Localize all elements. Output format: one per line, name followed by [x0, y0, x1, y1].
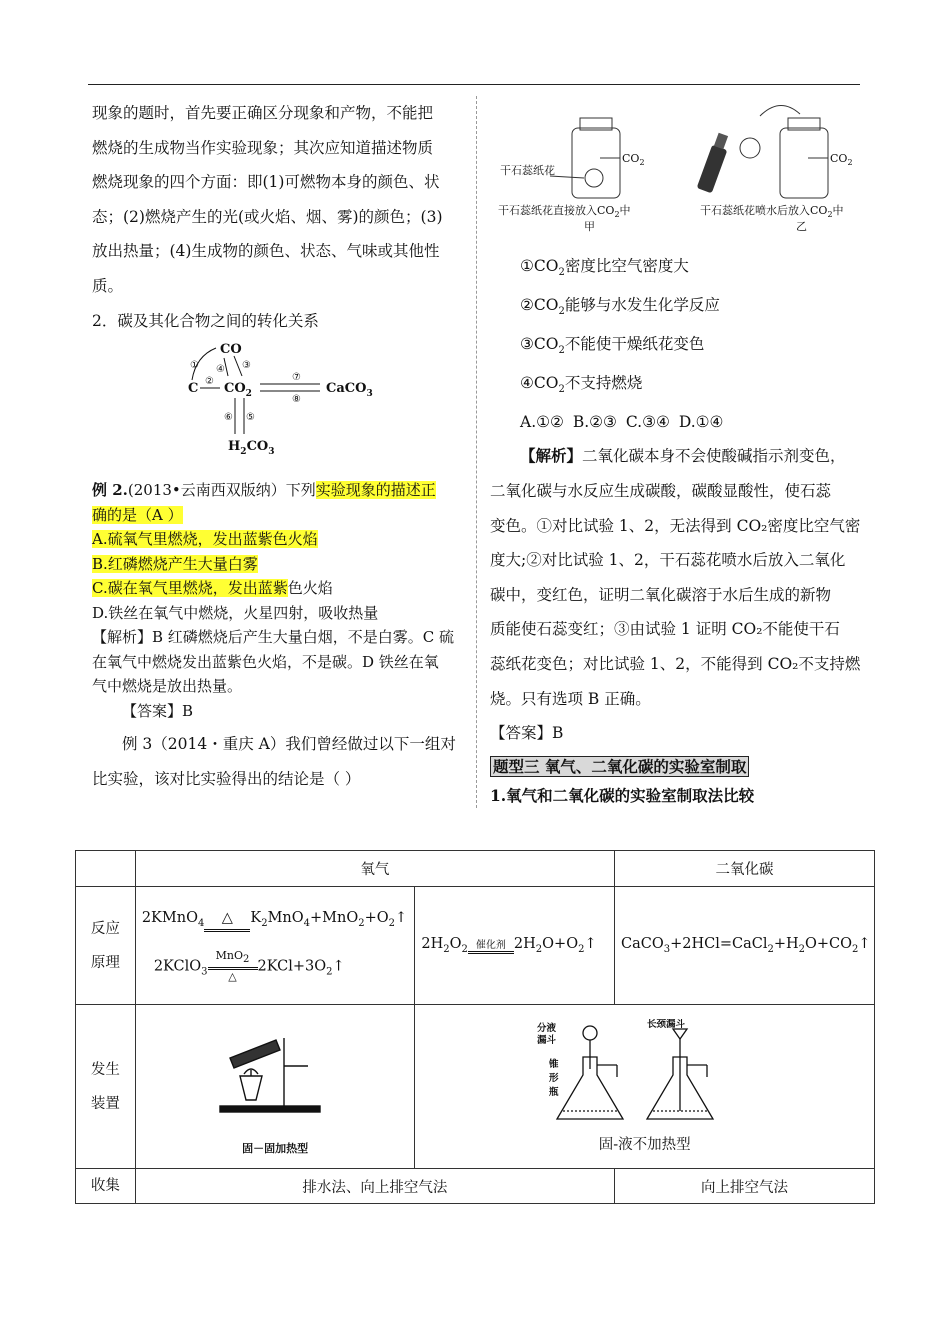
diagram-h2co3: $H_2CO_3$	[228, 439, 275, 458]
intro-line: 现象的题时，首先要正确区分现象和产物，不能把	[92, 104, 434, 122]
label-6: ⑥	[224, 412, 233, 424]
fig-mark-b: 乙	[796, 220, 807, 233]
analysis-line: 气中燃烧是放出热量。	[92, 677, 243, 696]
fig-mark-a: 甲	[584, 220, 595, 233]
answer: 【答案】B	[122, 701, 194, 720]
arrow-co-to-co2	[234, 356, 242, 376]
oxygen-solid-equations	[135, 887, 415, 1005]
intro-line: 态；(2)燃烧产生的光(或火焰、烟、雾)的颜色；(3)	[92, 207, 443, 226]
option-c-highlight: C.碳在氧气里燃烧，发出蓝紫	[92, 579, 288, 598]
tag-changjing: 长颈漏斗	[646, 1019, 685, 1030]
option-c-rest: 色火焰	[287, 579, 333, 598]
liquid-apparatus-caption: 固-液不加热型	[598, 1137, 691, 1153]
option-d: D.铁丝在氧气中燃烧，火星四射，吸收热量	[92, 603, 379, 622]
header-rule	[88, 84, 860, 85]
label-1: ①	[190, 360, 199, 372]
ex3-line: 比实验，该对比实验得出的结论是（ ）	[92, 769, 361, 788]
label-8: ⑧	[292, 394, 301, 406]
analysis-line: 在氧气中燃烧发出蓝紫色火焰，不是碳。D 铁丝在氧	[92, 652, 439, 671]
option-a: A.硫氧气里燃烧，发出蓝紫色火焰	[92, 530, 318, 549]
diagram-caco3: CaCO$_3$	[326, 381, 373, 400]
jar-b	[780, 128, 828, 198]
equation-kmno4: 2KMnO$_4$ △ $K_2MnO_4+MnO_2+O_2↑$	[142, 907, 415, 935]
tag-loudou: 漏斗	[536, 1035, 556, 1046]
label-5: ⑤	[246, 412, 255, 424]
row-label-principle: 反应 原理	[76, 887, 136, 1005]
right-answer: 【答案】B	[490, 724, 564, 743]
solid-heating-apparatus-icon	[210, 1018, 340, 1136]
analysis-line: 度大;②对比试验 1、2，干石蕊花喷水后放入二氧化	[490, 551, 846, 570]
ex2-label: 例 2.	[92, 481, 128, 500]
analysis-line: 烧。只有选项 B 正确。	[490, 689, 651, 708]
diagram-co2: $CO_2$	[224, 381, 252, 400]
comparison-table	[75, 850, 875, 1204]
right-column	[490, 96, 862, 811]
option-b: B.红磷燃烧产生大量白雾	[92, 554, 258, 573]
row-label-apparatus: 发生 装置	[76, 1005, 136, 1169]
paper-flower-b	[740, 138, 760, 158]
intro-line: 放出热量；(4)生成物的颜色、状态、气味或其他性	[92, 242, 440, 261]
tag-ping: 瓶	[548, 1087, 559, 1098]
left-column	[92, 96, 464, 796]
diagram-c: C	[188, 381, 199, 397]
analysis-line: 变色。①对比试验 1、2，无法得到 CO₂密度比空气密	[490, 516, 861, 535]
table-row	[76, 1005, 875, 1169]
label-7: ⑦	[292, 372, 301, 384]
conclusion-item: $④CO_2$不支持燃烧	[520, 374, 643, 396]
intro-line: 燃烧的生成物当作实验现象；其次应知道描述物质	[92, 138, 434, 157]
analysis-line: 二氧化碳与水反应生成碳酸，碳酸显酸性，使石蕊	[490, 481, 832, 500]
answer-options: A.①② B.②③ C.③④ D.①④	[520, 413, 724, 432]
collect-co2: 向上排空气法	[614, 1169, 874, 1204]
example-2	[92, 478, 464, 723]
label-3: ③	[242, 360, 251, 372]
curved-arrow	[760, 105, 800, 116]
conclusion-list	[490, 250, 862, 439]
table-row	[76, 1169, 875, 1204]
analysis-line: 【解析】B 红磷燃烧后产生大量白烟，不是白雾。C 硫	[92, 628, 455, 647]
spray-bottle-icon	[697, 133, 728, 194]
table-row	[76, 887, 875, 1005]
co2-equation: $CaCO_3+2HCl=CaCl_2+H_2O+CO_2↑$	[614, 887, 874, 1005]
intro-paragraph	[92, 96, 464, 304]
tag-xing: 形	[548, 1073, 559, 1084]
fig-co2-a: $CO_2$	[622, 152, 645, 167]
equation-kclo3: 2KClO$_3$ MnO$_2$ △ $2KCl+3O_2↑$	[153, 948, 345, 984]
jar-a	[572, 128, 620, 198]
liquid-apparatus	[415, 1005, 875, 1169]
analysis-head: 【解析】	[520, 446, 583, 466]
collect-oxygen: 排水法、向上排空气法	[135, 1169, 614, 1204]
ex2-highlight-2: 确的是（A ）	[92, 505, 183, 524]
fig-caption-b: 干石蕊纸花喷水后放入$CO_2$中	[700, 204, 844, 219]
column-divider	[476, 96, 477, 808]
intro-line: 燃烧现象的四个方面：即(1)可燃物本身的颜色、状	[92, 173, 440, 192]
ex2-highlight-1: 实验现象的描述正	[315, 481, 436, 500]
right-analysis	[490, 439, 862, 750]
example-3	[92, 727, 464, 796]
conclusion-item: $②CO_2$能够与水发生化学反应	[520, 296, 720, 318]
fig-label-paper: 干石蕊纸花	[500, 164, 555, 177]
analysis-line: 碳中，变红色，证明二氧化碳溶于水后生成的新物	[490, 585, 832, 604]
tag-fenye: 分液	[536, 1023, 556, 1034]
liquid-apparatus-icon	[535, 1019, 755, 1129]
analysis-line: 质能使石蕊变红；③由试验 1 证明 CO₂不能使干石	[490, 620, 840, 639]
solid-heating-apparatus	[135, 1005, 415, 1169]
diagram-co: CO	[220, 342, 242, 358]
label-2: ②	[205, 376, 214, 388]
conclusion-item: $①CO_2$密度比空气密度大	[520, 257, 689, 279]
tag-zhui: 锥	[548, 1059, 559, 1070]
leader-line	[550, 176, 584, 178]
intro-line: 质。	[92, 276, 124, 295]
type3-heading: 题型三 氧气、二氧化碳的实验室制取	[490, 753, 862, 781]
solid-apparatus-caption: 固－固加热型	[242, 1141, 309, 1155]
conclusion-item: $③CO_2$不能使干燥纸花变色	[520, 335, 705, 357]
analysis-line: 蕊纸花变色；对比试验 1、2，不能得到 CO₂不支持燃	[490, 654, 861, 673]
table-row	[76, 851, 875, 887]
fig-caption-a: 干石蕊纸花直接放入$CO_2$中	[498, 204, 631, 219]
fig-co2-b: $CO_2$	[830, 152, 853, 167]
header-oxygen: 氧气	[135, 851, 614, 887]
paper-flower-a	[585, 169, 603, 187]
label-4: ④	[216, 364, 225, 376]
row-label-collect: 收集	[76, 1169, 136, 1204]
analysis-line: 二氧化碳本身不会使酸碱指示剂变色，	[582, 447, 846, 466]
experiment-figure	[490, 96, 870, 236]
carbon-conversion-diagram	[92, 338, 464, 460]
ex2-source: (2013•云南西双版纳）下列	[127, 481, 316, 500]
header-co2: 二氧化碳	[614, 851, 874, 887]
section-2-title: 2．碳及其化合物之间的转化关系	[92, 311, 319, 330]
oxygen-h2o2-equation: $2H_2O_2$ 催化剂 $2H_2O+O_2↑$	[415, 887, 615, 1005]
ex3-line: 例 3（2014・重庆 A）我们曾经做过以下一组对	[122, 735, 456, 754]
compare-title: 1.氧气和二氧化碳的实验室制取法比较	[490, 785, 755, 805]
